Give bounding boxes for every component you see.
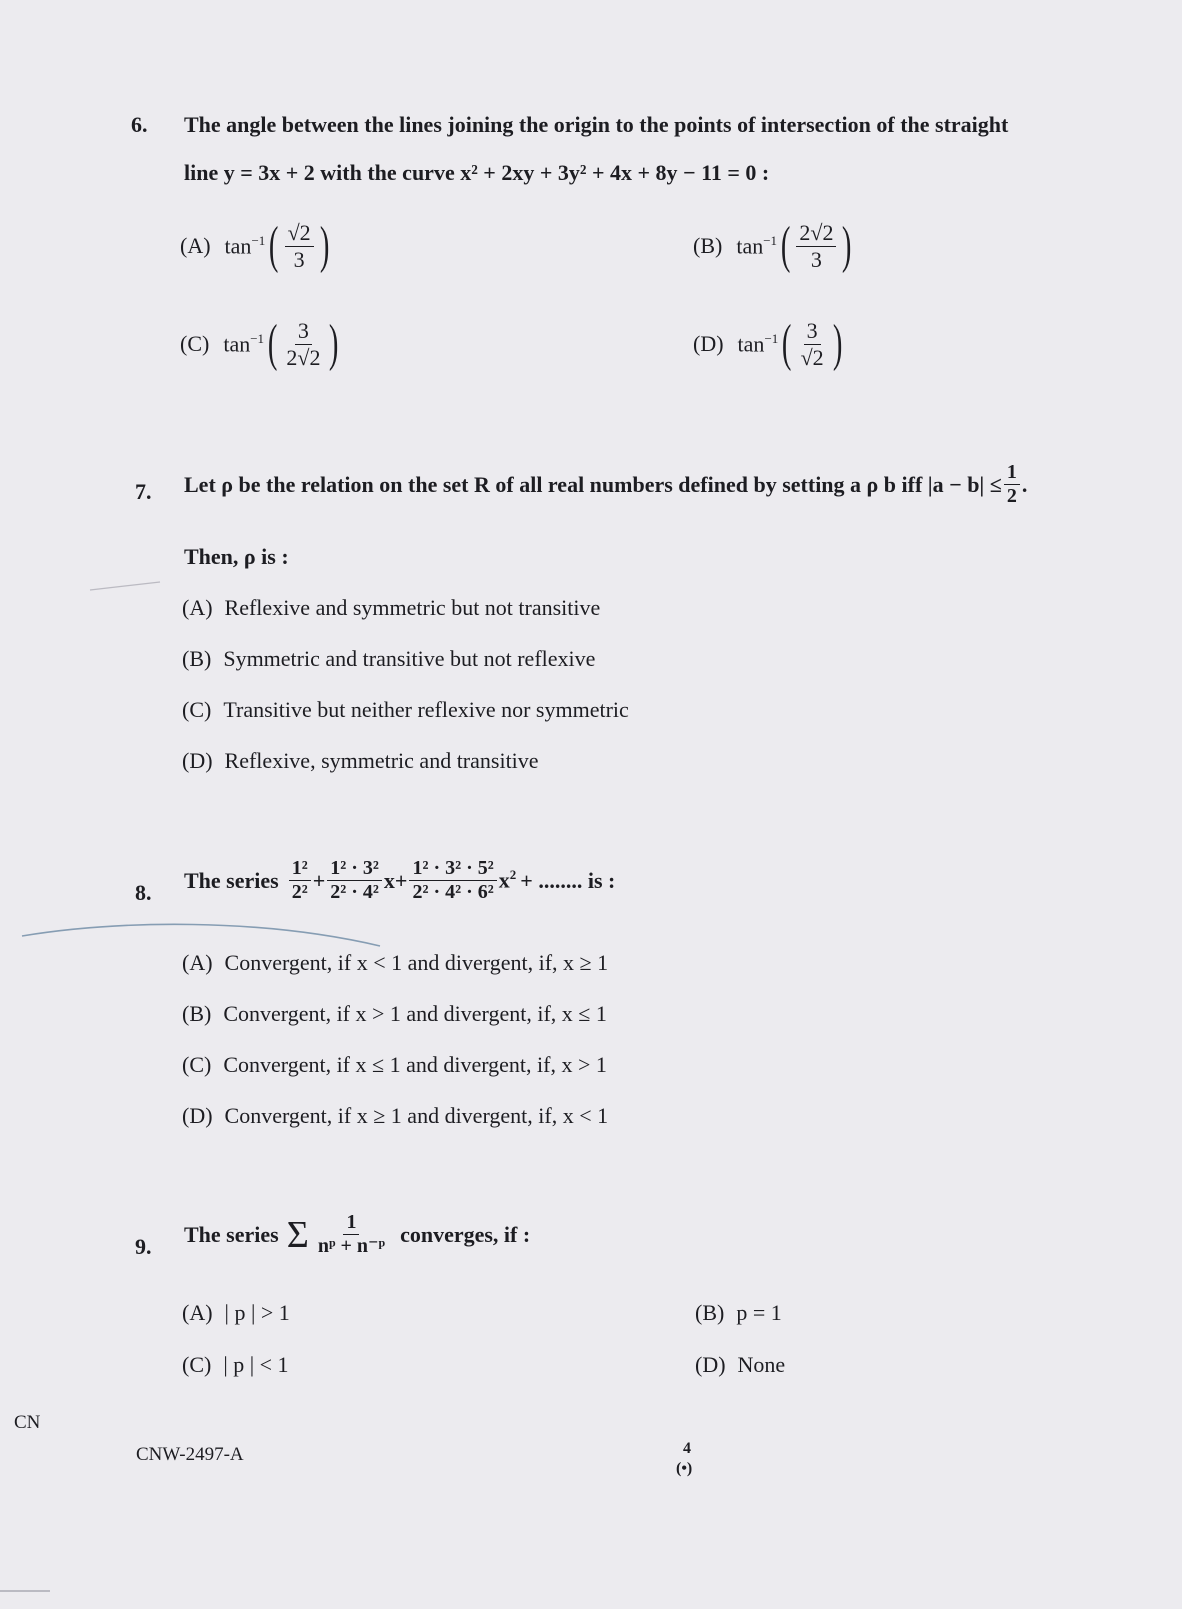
option-label: (B) (693, 233, 723, 258)
q9-option-a (182, 1300, 290, 1326)
option-label: (C) (182, 1352, 212, 1377)
option-text: Convergent, if x < 1 and divergent, if, x ≥ 1 (224, 950, 609, 975)
q9-fraction: $\frac{1}{\text{nᵖ + n⁻ᵖ}}$ (317, 1211, 386, 1257)
option-label: (B) (182, 646, 212, 671)
q7-then: Then, ρ is : (184, 544, 289, 569)
option-text: None (737, 1352, 786, 1377)
option-label: (B) (182, 1001, 212, 1026)
option-label: (A) (182, 1300, 213, 1325)
option-text: | p | < 1 (223, 1352, 289, 1377)
q8-stem (184, 858, 615, 903)
q8-stem-suffix: + ........ is : (520, 867, 616, 893)
q6-a-fraction: $\frac{√2}{3}$ (285, 221, 314, 270)
right-paren: ) (842, 217, 852, 274)
option-text: Symmetric and transitive but not reflexive (223, 646, 596, 671)
q8-option-c (182, 1052, 607, 1078)
q6-stem-line1: The angle between the lines joining the origin to the points of intersection of the straight (184, 112, 1009, 137)
option-label: (B) (695, 1300, 725, 1325)
q9-option-d (695, 1352, 785, 1378)
q6-b-fraction: $\frac{2√2}{3}$ (796, 221, 836, 270)
q8-term1: $\frac{\text{1²}}{\text{2²}}$ (289, 858, 311, 903)
q7-option-d (182, 748, 539, 774)
q9-stem-prefix: The series (184, 1221, 279, 1247)
q6-number: 6. (131, 112, 148, 137)
left-paren: ( (269, 217, 279, 274)
right-paren: ) (329, 315, 339, 372)
q8-number: 8. (135, 880, 152, 905)
option-text: Reflexive, symmetric and transitive (224, 748, 539, 773)
x-squared: $x^2$ (498, 867, 517, 893)
option-label: (D) (695, 1352, 726, 1377)
option-label: (D) (182, 1103, 213, 1128)
q9-number: 9. (135, 1234, 152, 1259)
option-label: (A) (182, 950, 213, 975)
plus-sign: + (312, 867, 326, 893)
footer-code: CNW-2497-A (136, 1444, 244, 1465)
page-number: 4 (683, 1440, 691, 1457)
option-text: p = 1 (736, 1300, 782, 1325)
footer-mark: (•) (676, 1460, 693, 1477)
q9-option-c (182, 1352, 289, 1378)
option-label: (A) (180, 233, 211, 258)
option-label: (C) (182, 697, 212, 722)
q8-option-d (182, 1103, 608, 1129)
margin-mark: CN (14, 1412, 41, 1433)
q8-option-a (182, 950, 608, 976)
q6-d-fraction: $\frac{3}{√2}$ (800, 318, 824, 370)
q8-stem-prefix: The series (184, 867, 279, 893)
q9-stem-suffix: converges, if : (400, 1221, 531, 1247)
sigma-icon: Σ (286, 1213, 309, 1256)
q7-stem-text: Let ρ be the relation on the set R of all real numbers defined by setting a ρ b iff |a − b| ≤ (184, 471, 1002, 497)
q9-option-b (695, 1300, 782, 1326)
option-text: Transitive but neither reflexive nor symmetric (223, 697, 629, 722)
option-text: | p | > 1 (224, 1300, 290, 1325)
right-paren: ) (319, 217, 330, 274)
q7-stem (184, 462, 1027, 507)
right-paren: ) (832, 315, 843, 372)
q7-option-b (182, 646, 595, 672)
tan-inverse: $\tan^{-1}$ (737, 330, 779, 357)
q6-option-c (180, 315, 343, 372)
q8-term3: $\frac{\text{1² · 3² · 5²}}{\text{2² · 4² · 6²}}$ (409, 858, 496, 903)
tan-inverse: $\tan^{-1}$ (224, 232, 266, 259)
q9-stem (184, 1212, 530, 1257)
left-paren: ( (782, 315, 792, 372)
x-symbol: x+ (383, 867, 408, 893)
q7-option-c (182, 697, 629, 723)
option-label: (D) (693, 331, 724, 356)
q7-stem-fraction: $\frac{1}{2}$ (1004, 462, 1020, 507)
q8-term2: $\frac{\text{1² · 3²}}{\text{2² · 4²}}$ (327, 858, 382, 903)
q6-option-a (180, 217, 333, 274)
option-label: (C) (180, 331, 210, 356)
option-label: (A) (182, 595, 213, 620)
q6-stem-line2: line y = 3x + 2 with the curve x² + 2xy + 3y² + 4x + 8y − 11 = 0 : (184, 160, 770, 185)
option-text: Convergent, if x > 1 and divergent, if, x ≤ 1 (223, 1001, 607, 1026)
tan-inverse: $\tan^{-1}$ (223, 330, 265, 357)
option-text: Convergent, if x ≤ 1 and divergent, if, x > 1 (223, 1052, 607, 1077)
left-paren: ( (267, 315, 278, 372)
q6-option-d (693, 315, 846, 372)
option-text: Convergent, if x ≥ 1 and divergent, if, x < 1 (224, 1103, 609, 1128)
q8-option-b (182, 1001, 607, 1027)
option-label: (D) (182, 748, 213, 773)
q7-option-a (182, 595, 600, 621)
q6-c-fraction: $\frac{3}{2√2}$ (286, 318, 321, 370)
tan-inverse: $\tan^{-1}$ (736, 232, 778, 259)
q6-option-b (693, 217, 856, 274)
q7-stem-period: . (1021, 471, 1028, 497)
option-label: (C) (182, 1052, 212, 1077)
option-text: Reflexive and symmetric but not transitive (224, 595, 601, 620)
left-paren: ( (780, 217, 791, 274)
q7-number: 7. (135, 479, 152, 504)
